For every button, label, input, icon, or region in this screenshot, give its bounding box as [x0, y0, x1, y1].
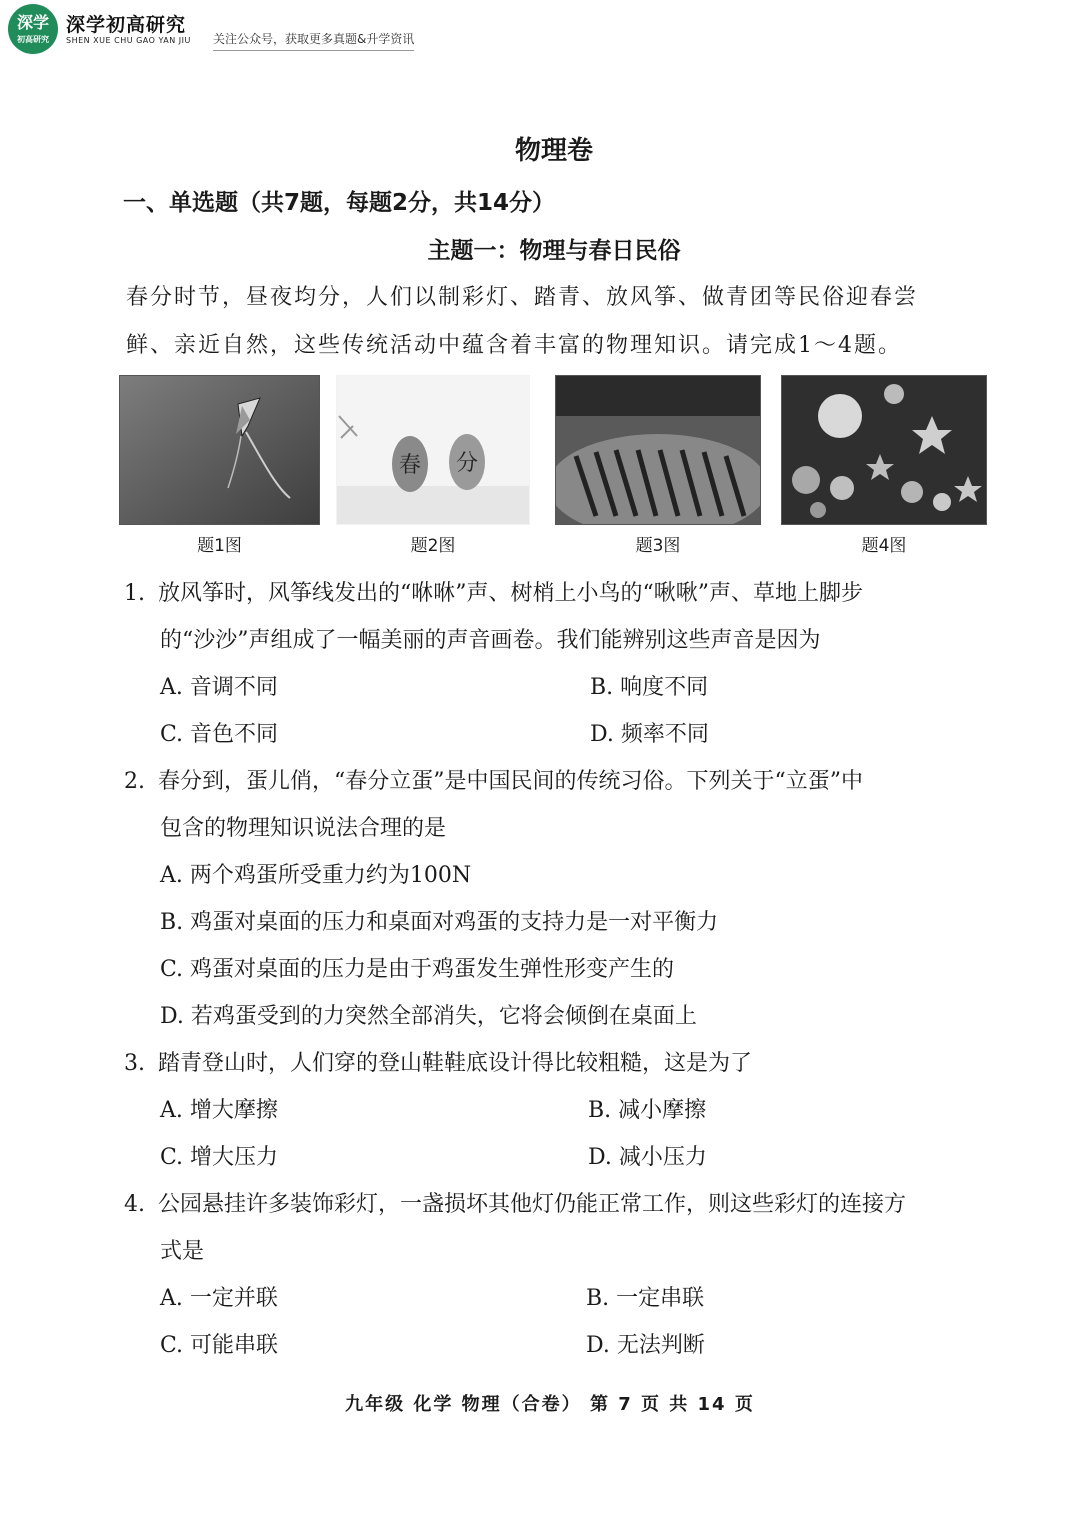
egg-right-label: 分: [455, 451, 479, 476]
question-2: [124, 764, 863, 795]
question-2-option-c[interactable]: C. 鸡蛋对桌面的压力是由于鸡蛋发生弹性形变产生的: [160, 957, 675, 982]
intro-line-2: 鲜、亲近自然，这些传统活动中蕴含着丰富的物理知识。请完成1～4题。: [126, 333, 902, 358]
question-1-line-1: 放风筝时，风筝线发出的“咻咻”声、树梢上小鸟的“啾啾”声、草地上脚步: [158, 581, 863, 606]
question-1: [124, 576, 863, 607]
question-2-line-1: 春分到，蛋儿俏，“春分立蛋”是中国民间的传统习俗。下列关于“立蛋”中: [158, 769, 863, 794]
question-3: [124, 1046, 752, 1077]
question-1-line-2: 的“沙沙”声组成了一幅美丽的声音画卷。我们能辨别这些声音是因为: [160, 628, 821, 653]
question-1-option-b[interactable]: B. 响度不同: [590, 675, 709, 700]
egg-left-label: 春: [398, 453, 422, 478]
question-2-line-2: 包含的物理知识说法合理的是: [160, 816, 447, 841]
brand-header: [8, 4, 438, 56]
intro-line-1: 春分时节，昼夜均分，人们以制彩灯、踏青、放风筝、做青团等民俗迎春尝: [126, 285, 919, 310]
question-3-option-d[interactable]: D. 减小压力: [588, 1145, 707, 1170]
lanterns-photo: [781, 375, 987, 525]
question-1-option-d[interactable]: D. 频率不同: [590, 722, 709, 747]
question-1-number: 1.: [124, 581, 145, 606]
section-title: 一、单选题（共7题，每题2分，共14分）: [123, 190, 556, 216]
question-3-option-a[interactable]: A. 增大摩擦: [160, 1098, 278, 1123]
question-4-option-a[interactable]: A. 一定并联: [160, 1286, 278, 1311]
question-4-line-1: 公园悬挂许多装饰彩灯，一盏损坏其他灯仍能正常工作，则这些彩灯的连接方: [158, 1192, 907, 1217]
question-2-option-b[interactable]: B. 鸡蛋对桌面的压力和桌面对鸡蛋的支持力是一对平衡力: [160, 910, 719, 935]
question-4-option-b[interactable]: B. 一定串联: [586, 1286, 705, 1311]
figure-1-caption: 题1图: [197, 536, 242, 556]
question-4-number: 4.: [124, 1192, 145, 1217]
question-3-option-c[interactable]: C. 增大压力: [160, 1145, 279, 1170]
shoe-sole-icon: [556, 376, 760, 524]
brand-pinyin: SHEN XUE CHU GAO YAN JIU: [66, 36, 191, 45]
eggs-icon: [337, 376, 529, 524]
question-2-option-a[interactable]: A. 两个鸡蛋所受重力约为100N: [160, 863, 472, 888]
brand-logo: [8, 4, 58, 54]
theme-title: 主题一：物理与春日民俗: [427, 238, 681, 264]
question-4-option-c[interactable]: C. 可能串联: [160, 1333, 279, 1358]
figure-3-caption: 题3图: [635, 536, 681, 556]
figure-2: [336, 375, 530, 556]
question-3-line-1: 踏青登山时，人们穿的登山鞋鞋底设计得比较粗糙，这是为了: [158, 1051, 753, 1076]
logo-text-bottom: 初高研究: [17, 35, 49, 44]
logo-text-top: 深学: [16, 13, 49, 32]
brand-name: 深学初高研究: [66, 14, 187, 36]
eggs-photo: [336, 375, 530, 525]
figure-1: [119, 375, 320, 556]
question-4-option-d[interactable]: D. 无法判断: [586, 1333, 705, 1358]
question-2-option-d[interactable]: D. 若鸡蛋受到的力突然全部消失，它将会倾倒在桌面上: [160, 1004, 697, 1029]
question-1-option-a[interactable]: A. 音调不同: [160, 675, 278, 700]
question-3-number: 3.: [124, 1051, 145, 1076]
brand-note: 关注公众号，获取更多真题&升学资讯: [213, 30, 414, 51]
figure-2-caption: 题2图: [410, 536, 456, 556]
lanterns-icon: [782, 376, 986, 524]
kite-icon: [120, 376, 319, 524]
figure-3: [555, 375, 761, 556]
question-3-option-b[interactable]: B. 减小摩擦: [588, 1098, 707, 1123]
kite-photo: [119, 375, 320, 525]
question-1-option-c[interactable]: C. 音色不同: [160, 722, 279, 747]
page-footer: 九年级 化学 物理（合卷） 第 7 页 共 14 页: [345, 1394, 755, 1415]
shoe-sole-photo: [555, 375, 761, 525]
question-4: [124, 1187, 906, 1218]
question-4-line-2: 式是: [160, 1239, 205, 1264]
figure-4-caption: 题4图: [861, 536, 907, 556]
question-2-number: 2.: [124, 769, 145, 794]
page-title: 物理卷: [514, 136, 593, 166]
figure-4: [781, 375, 987, 556]
